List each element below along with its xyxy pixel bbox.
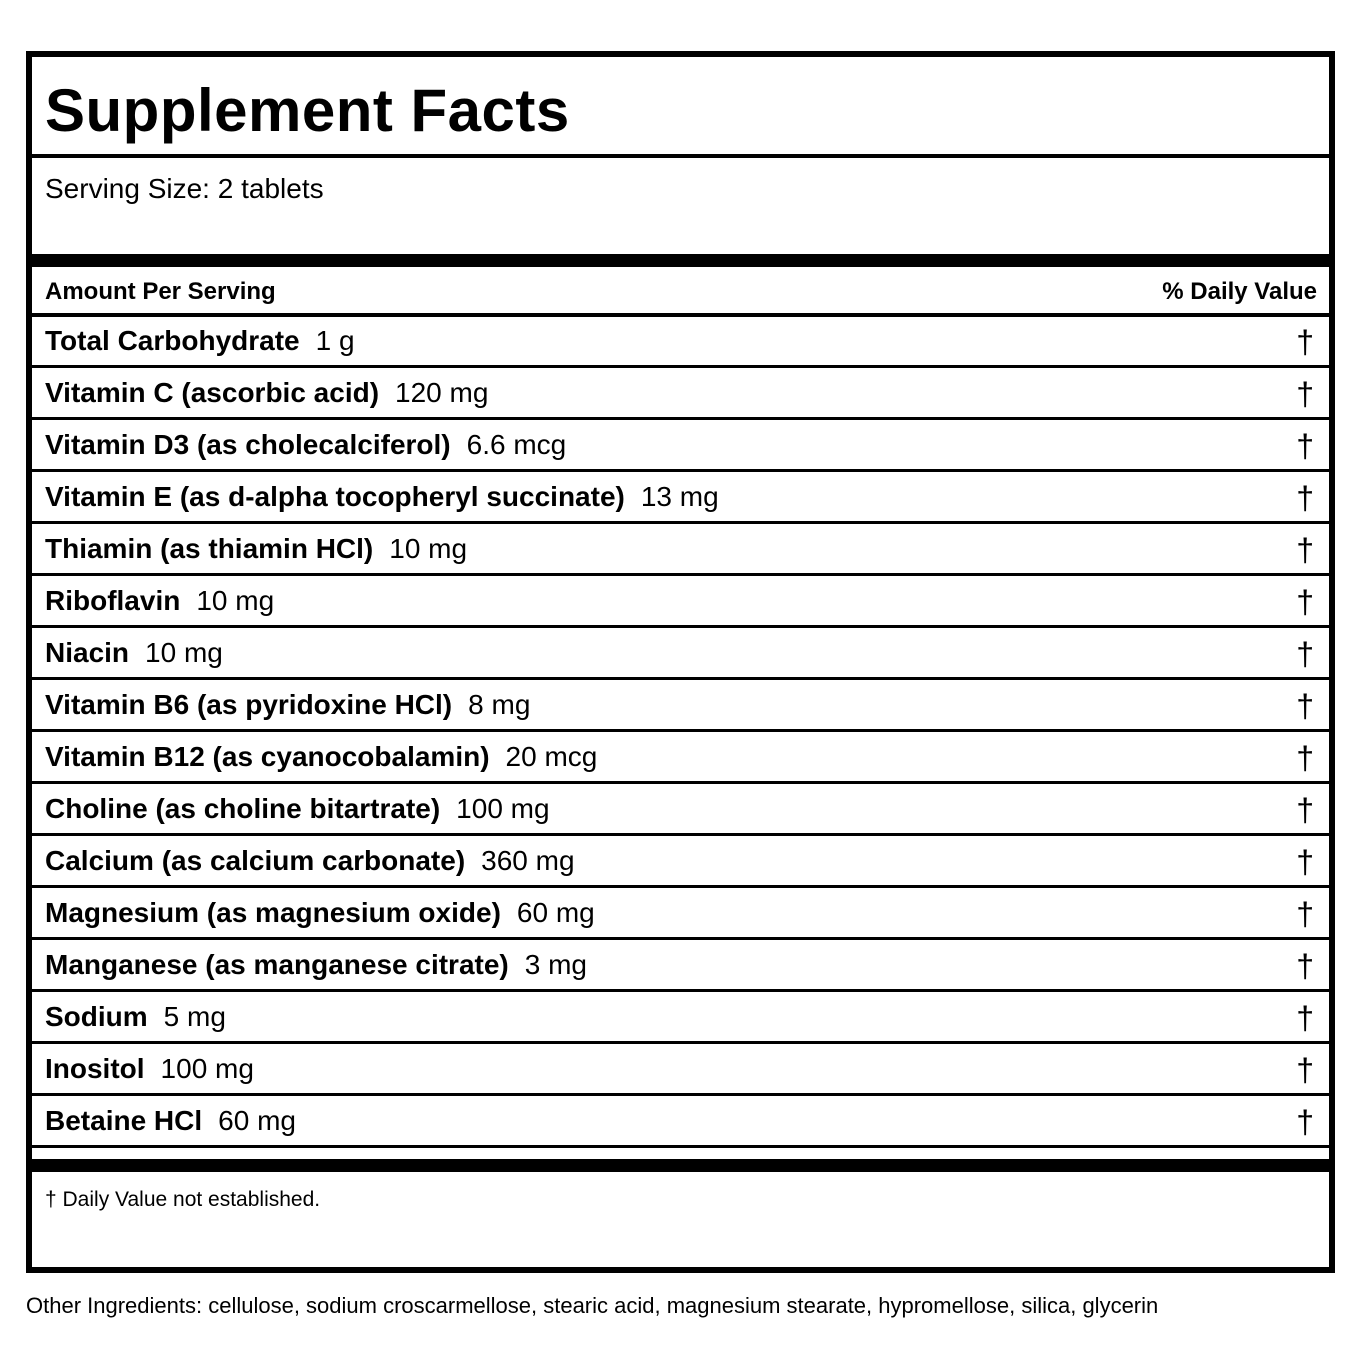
- nutrient-amount: 120 mg: [395, 377, 489, 408]
- nutrient-label: Vitamin D3 (as cholecalciferol): [45, 429, 451, 460]
- other-ingredients: Other Ingredients: cellulose, sodium croscarmellose, stearic acid, magnesium stearate, hypromellose, silica, glycerin: [26, 1293, 1159, 1318]
- nutrient-row: [32, 316, 1329, 368]
- label-title: Supplement Facts: [45, 77, 570, 144]
- nutrient-name: [45, 576, 274, 626]
- nutrient-amount: 60 mg: [516, 897, 595, 928]
- daily-value-dagger: †: [1296, 948, 1314, 984]
- nutrient-name: [45, 1096, 296, 1146]
- daily-value-dagger: †: [1296, 428, 1314, 464]
- daily-value-dagger: †: [1296, 1104, 1314, 1140]
- nutrient-row: [32, 1044, 1329, 1096]
- thick-divider-bottom: [32, 1159, 1329, 1172]
- nutrient-row: [32, 576, 1329, 628]
- nutrient-amount: 3 mg: [524, 949, 587, 980]
- nutrient-name: [45, 680, 530, 730]
- nutrient-amount: 5 mg: [163, 1001, 226, 1032]
- nutrient-amount: 10 mg: [196, 585, 275, 616]
- nutrient-name: [45, 472, 719, 522]
- column-header-row: [32, 270, 1329, 314]
- nutrient-amount: 100 mg: [160, 1053, 254, 1084]
- nutrient-label: Thiamin (as thiamin HCl): [45, 533, 374, 564]
- nutrient-name: [45, 524, 467, 574]
- nutrient-label: Total Carbohydrate: [45, 325, 300, 356]
- daily-value-dagger: †: [1296, 740, 1314, 776]
- nutrient-amount: 8 mg: [468, 689, 531, 720]
- serving-size: Serving Size: 2 tablets: [45, 173, 324, 204]
- nutrient-name: [45, 888, 595, 938]
- nutrient-label: Choline (as choline bitartrate): [45, 793, 441, 824]
- nutrient-amount: 100 mg: [456, 793, 550, 824]
- nutrient-label: Sodium: [45, 1001, 148, 1032]
- nutrient-label: Calcium (as calcium carbonate): [45, 845, 466, 876]
- nutrient-amount: 6.6 mcg: [466, 429, 567, 460]
- daily-value-dagger: †: [1296, 688, 1314, 724]
- nutrient-label: Vitamin C (ascorbic acid): [45, 377, 380, 408]
- nutrient-label: Vitamin E (as d-alpha tocopheryl succinate): [45, 481, 625, 512]
- daily-value-dagger: †: [1296, 636, 1314, 672]
- nutrient-label: Magnesium (as magnesium oxide): [45, 897, 501, 928]
- daily-value-dagger: †: [1296, 532, 1314, 568]
- nutrient-name: [45, 784, 550, 834]
- nutrient-label: Betaine HCl: [45, 1105, 203, 1136]
- nutrient-name: [45, 940, 587, 990]
- nutrient-label: Manganese (as manganese citrate): [45, 949, 509, 980]
- nutrient-label: Inositol: [45, 1053, 145, 1084]
- nutrient-row: [32, 1096, 1329, 1148]
- thick-divider-top: [32, 254, 1329, 267]
- nutrient-row: [32, 472, 1329, 524]
- nutrient-amount: 13 mg: [640, 481, 719, 512]
- nutrient-name: [45, 628, 223, 678]
- supplement-facts-panel: [26, 51, 1335, 1273]
- nutrient-row: [32, 524, 1329, 576]
- nutrient-row: [32, 680, 1329, 732]
- nutrient-label: Vitamin B12 (as cyanocobalamin): [45, 741, 490, 772]
- nutrient-label: Vitamin B6 (as pyridoxine HCl): [45, 689, 453, 720]
- nutrient-name: [45, 992, 226, 1042]
- nutrient-name: [45, 420, 566, 470]
- daily-value-dagger: †: [1296, 896, 1314, 932]
- nutrient-name: [45, 316, 355, 366]
- nutrient-row: [32, 784, 1329, 836]
- daily-value-header: % Daily Value: [1162, 278, 1317, 305]
- nutrient-row: [32, 628, 1329, 680]
- nutrient-amount: 60 mg: [218, 1105, 296, 1136]
- nutrient-name: [45, 368, 488, 418]
- daily-value-dagger: †: [1296, 1052, 1314, 1088]
- amount-per-serving-header: Amount Per Serving: [45, 278, 276, 305]
- nutrient-amount: 20 mcg: [505, 741, 598, 772]
- nutrient-name: [45, 836, 575, 886]
- nutrient-name: [45, 1044, 254, 1094]
- daily-value-dagger: †: [1296, 844, 1314, 880]
- footnote: † Daily Value not established.: [45, 1188, 321, 1211]
- daily-value-dagger: †: [1296, 584, 1314, 620]
- nutrient-amount: 1 g: [315, 325, 355, 356]
- nutrient-label: Niacin: [45, 637, 130, 668]
- daily-value-dagger: †: [1296, 376, 1314, 412]
- nutrient-amount: 360 mg: [481, 845, 575, 876]
- nutrient-amount: 10 mg: [145, 637, 223, 668]
- nutrient-row: [32, 732, 1329, 784]
- title-divider: [32, 154, 1329, 158]
- nutrient-row: [32, 888, 1329, 940]
- daily-value-dagger: †: [1296, 324, 1314, 360]
- nutrient-row: [32, 368, 1329, 420]
- nutrient-row: [32, 420, 1329, 472]
- daily-value-dagger: †: [1296, 792, 1314, 828]
- nutrient-label: Riboflavin: [45, 585, 181, 616]
- nutrient-row: [32, 940, 1329, 992]
- nutrient-amount: 10 mg: [389, 533, 468, 564]
- daily-value-dagger: †: [1296, 480, 1314, 516]
- nutrient-row: [32, 992, 1329, 1044]
- daily-value-dagger: †: [1296, 1000, 1314, 1036]
- nutrient-row: [32, 836, 1329, 888]
- nutrient-name: [45, 732, 597, 782]
- nutrient-list: [32, 316, 1329, 1148]
